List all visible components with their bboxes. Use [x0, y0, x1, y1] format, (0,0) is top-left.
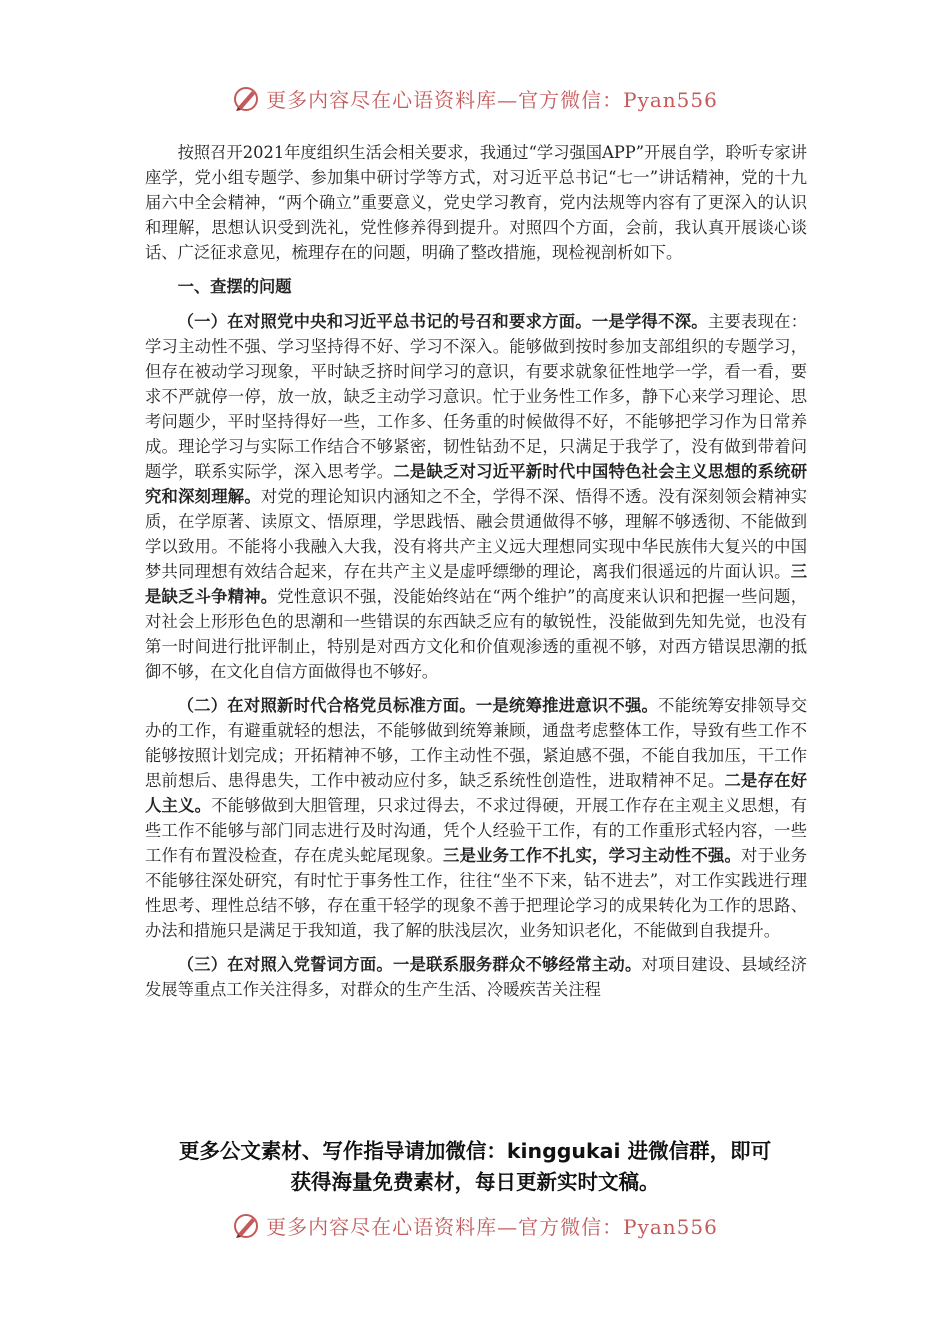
- pen-logo-icon: [232, 1212, 260, 1245]
- paragraph-3-text-1: 对项目建设、县域经济发展等重点工作关注得多，对群众的生产生活、冷暖疾苦关注程: [145, 955, 807, 999]
- paragraph-2-text-1: 不能统筹安排领导交办的工作，有避重就轻的想法，不能够做到统筹兼顾，通盘考虑整体工作，导致有些工作不能够按照计划完成；开拓精神不够，工作主动性不强，紧迫感不强，不能自我加压，干工作思前想后、患得患失，工作中被动应付多，缺乏系统性创造性，进取精神不足。: [145, 696, 807, 790]
- paragraph-1-text-3: 党性意识不强，没能始终站在“两个维护”的高度来认识和把握一些问题，对社会上形形色色的思潮和一些错误的东西缺乏应有的敏锐性，没能做到先知先觉，也没有第一时间进行批评制止，特别是对西方文化和价值观渗透的重视不够，对西方错误思潮的抵御不够，在文化自信方面做得也不够好。: [145, 587, 807, 681]
- promo-note-line-1: 更多公文素材、写作指导请加微信：kinggukai 进微信群，即可: [178, 1139, 772, 1163]
- intro-paragraph: 按照召开2021年度组织生活会相关要求，我通过“学习强国APP”开展自学，聆听专家讲座学，党小组专题学、参加集中研讨学等方式，对习近平总书记“七一”讲话精神，党的十九届六中全会精神，“两个确立”重要意义，党史学习教育，党内法规等内容有了更深入的认识和理解，思想认识受到洗礼，党性修养得到提升。对照四个方面，会前，我认真开展谈心谈话、广泛征求意见，梳理存在的问题，明确了整改措施，现检视剖析如下。: [145, 143, 807, 262]
- paragraph-1-point-2: 二是缺乏对习近平新时代中国特色社会主义思想的系统研究和深刻理解。: [145, 462, 807, 506]
- promo-note: [0, 1136, 950, 1198]
- paragraph-1: [145, 309, 807, 684]
- paragraph-2-lead: （二）在对照新时代合格党员标准方面。一是统筹推进意识不强。: [177, 696, 659, 715]
- document-body: [145, 140, 807, 1011]
- watermark-header: [0, 84, 950, 118]
- paragraph-2-text-3: 对于业务不能够往深处研究，有时忙于事务性工作，往往“坐不下来，钻不进去”，对工作实践进行理性思考、理性总结不够，存在重干轻学的现象不善于把理论学习的成果转化为工作的思路、办法和措施只是满足于我知道，我了解的肤浅层次，业务知识老化，不能做到自我提升。: [145, 846, 807, 940]
- paragraph-2-point-3: 三是业务工作不扎实，学习主动性不强。: [443, 846, 742, 865]
- paragraph-3-lead: （三）在对照入党誓词方面。一是联系服务群众不够经常主动。: [177, 955, 642, 974]
- paragraph-1-lead: （一）在对照党中央和习近平总书记的号召和要求方面。一是学得不深。: [177, 312, 708, 331]
- paragraph-2-point-2: 二是存在好人主义。: [145, 771, 807, 815]
- paragraph-1-point-3: 三是缺乏斗争精神。: [145, 562, 807, 606]
- watermark-text: 更多内容尽在心语资料库—官方微信：Pyan556: [266, 1215, 718, 1239]
- paragraph-1-text-2: 对党的理论知识内涵知之不全，学得不深、悟得不透。没有深刻领会精神实质，在学原著、读原文、悟原理，学思践悟、融会贯通做得不够，理解不够透彻、不能做到学以致用。不能将小我融入大我，没有将共产主义远大理想同实现中华民族伟大复兴的中国梦共同理想有效结合起来，存在共产主义是虚呼缥缈的理论，离我们很遥远的片面认识。: [145, 487, 807, 581]
- watermark-footer: [0, 1211, 950, 1245]
- section-heading: 一、查摆的问题: [177, 277, 292, 296]
- paragraph-1-text-1: 主要表现在：学习主动性不强、学习坚持得不好、学习不深入。能够做到按时参加支部组织的专题学习，但存在被动学习现象，平时缺乏挤时间学习的意识，有要求就象征性地学一学，看一看，要求不严就停一停，放一放，缺乏主动学习意识。忙于业务性工作多，静下心来学习理论、思考问题少，平时坚持得好一些，工作多、任务重的时候做得不好，不能够把学习作为日常养成。理论学习与实际工作结合不够紧密，韧性钻劲不足，只满足于我学了，没有做到带着问题学，联系实际学，深入思考学。: [145, 312, 807, 481]
- paragraph-2-text-2: 不能够做到大胆管理，只求过得去，不求过得硬，开展工作存在主观主义思想，有些工作不能够与部门同志进行及时沟通，凭个人经验干工作，有的工作重形式轻内容，一些工作有布置没检查，存在虎头蛇尾现象。: [145, 796, 807, 865]
- promo-note-line-2: 获得海量免费素材，每日更新实时文稿。: [290, 1170, 660, 1194]
- paragraph-3: [145, 952, 807, 1002]
- watermark-text: 更多内容尽在心语资料库—官方微信：Pyan556: [266, 88, 718, 112]
- paragraph-2: [145, 693, 807, 943]
- pen-logo-icon: [232, 85, 260, 118]
